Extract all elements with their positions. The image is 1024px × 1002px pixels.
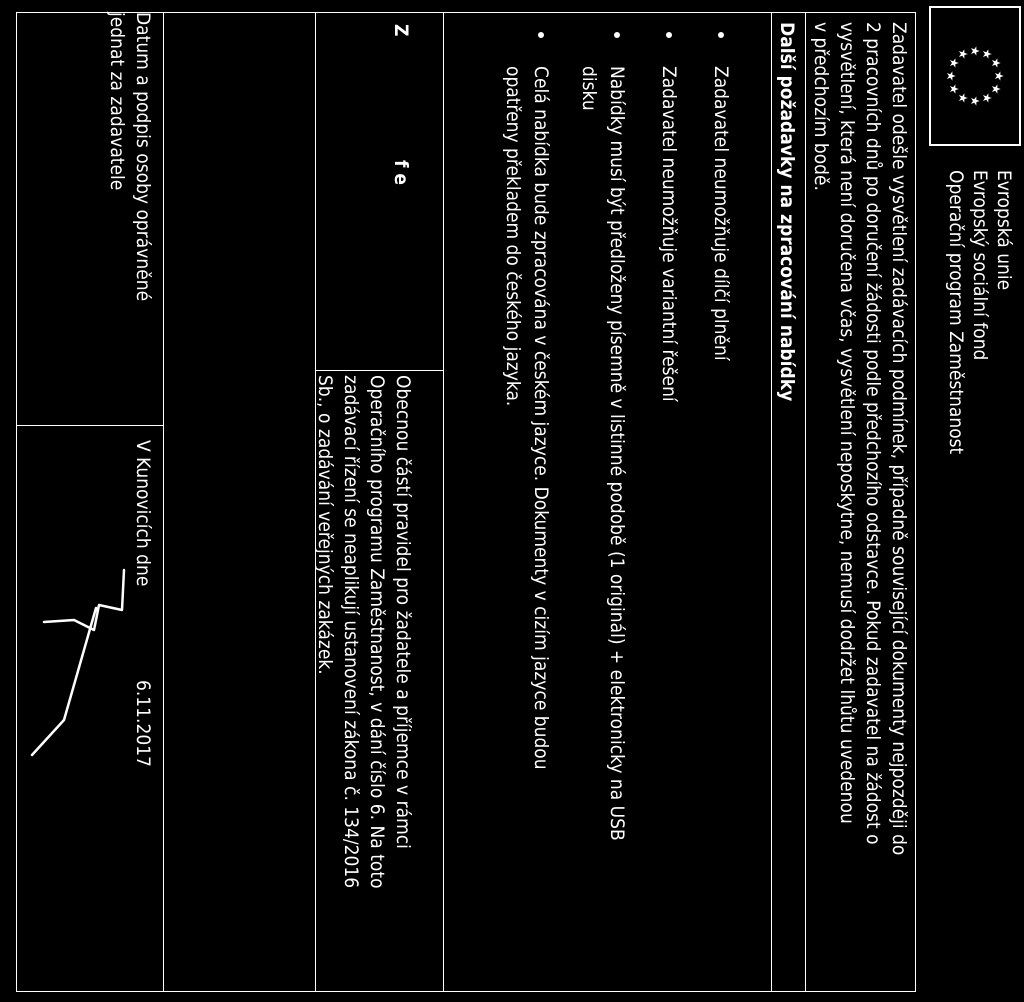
svg-text:★: ★ <box>956 48 970 60</box>
table-cell-left-z: Z <box>390 24 412 37</box>
table-cell-left-fe: f e <box>390 160 412 185</box>
svg-text:★: ★ <box>980 48 994 60</box>
paragraph-line: v předchozím bodě. <box>810 22 832 191</box>
list-item-text: Zadavatel neumožňuje variantní řešení <box>658 66 680 402</box>
svg-text:★: ★ <box>992 70 1006 82</box>
bullet-icon <box>614 32 620 38</box>
svg-text:★: ★ <box>947 83 961 95</box>
svg-text:★: ★ <box>944 70 958 82</box>
bullet-icon <box>538 32 544 38</box>
eu-flag-logo <box>929 6 1021 146</box>
bullet-icon <box>718 32 724 38</box>
table-cell-rules-text <box>312 375 416 889</box>
svg-text:★: ★ <box>956 92 970 104</box>
divider-after-paragraph <box>805 12 806 992</box>
list-item-text: Nabídky musí být předloženy písemně v listinné podobě (1 originál) + elektronicky na USB <box>606 66 628 841</box>
paragraph-line: vysvětlení, která není doručena včas, vysvětlení neposkytne, nemusí dodržet lhůtu uvedenou <box>836 22 858 824</box>
divider-before-signature <box>163 12 164 992</box>
svg-text:★: ★ <box>989 83 1003 95</box>
cell-line: Sb., o zadávání veřejných zakázek. <box>314 375 336 675</box>
header-line-esf: Evropský sociální fond <box>969 170 991 361</box>
paragraph-line: Zadavatel odešle vysvětlení zadávacích podmínek, případně související dokumenty nejpozději do <box>888 22 910 856</box>
handwritten-signature-icon <box>24 560 134 760</box>
list-item-text: disku <box>578 66 600 111</box>
paragraph-line: 2 pracovních dnů po doručení žádosti podle předchozího odstavce. Pokud zadavatel na žádost o <box>862 22 884 845</box>
section-heading: Další požadavky na zpracování nabídky <box>776 22 798 402</box>
list-item-text: opatřeny překladem do českého jazyka. <box>502 66 524 407</box>
table-column-divider <box>316 370 444 371</box>
bullet-icon <box>666 32 672 38</box>
signature-date-value: 6.11.2017 <box>132 680 154 767</box>
svg-text:★: ★ <box>968 45 982 57</box>
divider-before-table <box>443 12 444 992</box>
signature-label <box>104 12 156 301</box>
svg-text:★: ★ <box>947 57 961 69</box>
signature-place-date-label: V Kunovicích dne <box>132 440 154 587</box>
program-header <box>944 170 1016 454</box>
svg-text:★: ★ <box>980 92 994 104</box>
list-item-text: Celá nabídka bude zpracována v českém jazyce. Dokumenty v cizím jazyce budou <box>530 66 552 770</box>
divider-after-heading <box>771 12 772 992</box>
eu-stars-icon <box>931 8 1019 144</box>
cell-line: zadávací řízení se neaplikují ustanovení zákona č. 134/2016 <box>340 375 362 889</box>
clarification-paragraph <box>808 22 912 855</box>
signature-label-line: jednat za zadavatele <box>106 12 128 191</box>
signature-column-divider <box>16 425 164 426</box>
cell-line: Obecnou částí pravidel pro žadatele a příjemce v rámci <box>392 375 414 849</box>
list-item-text: Zadavatel neumožňuje dílčí plnění <box>710 66 732 361</box>
header-line-op: Operační program Zaměstnanost <box>945 170 967 455</box>
cell-line: Operačního programu Zaměstnanost, v dání číslo 6. Na toto <box>366 375 388 889</box>
svg-text:★: ★ <box>968 95 982 107</box>
signature-label-line: Datum a podpis osoby oprávněné <box>132 12 154 302</box>
header-line-eu: Evropská unie <box>993 170 1015 291</box>
svg-text:★: ★ <box>989 57 1003 69</box>
